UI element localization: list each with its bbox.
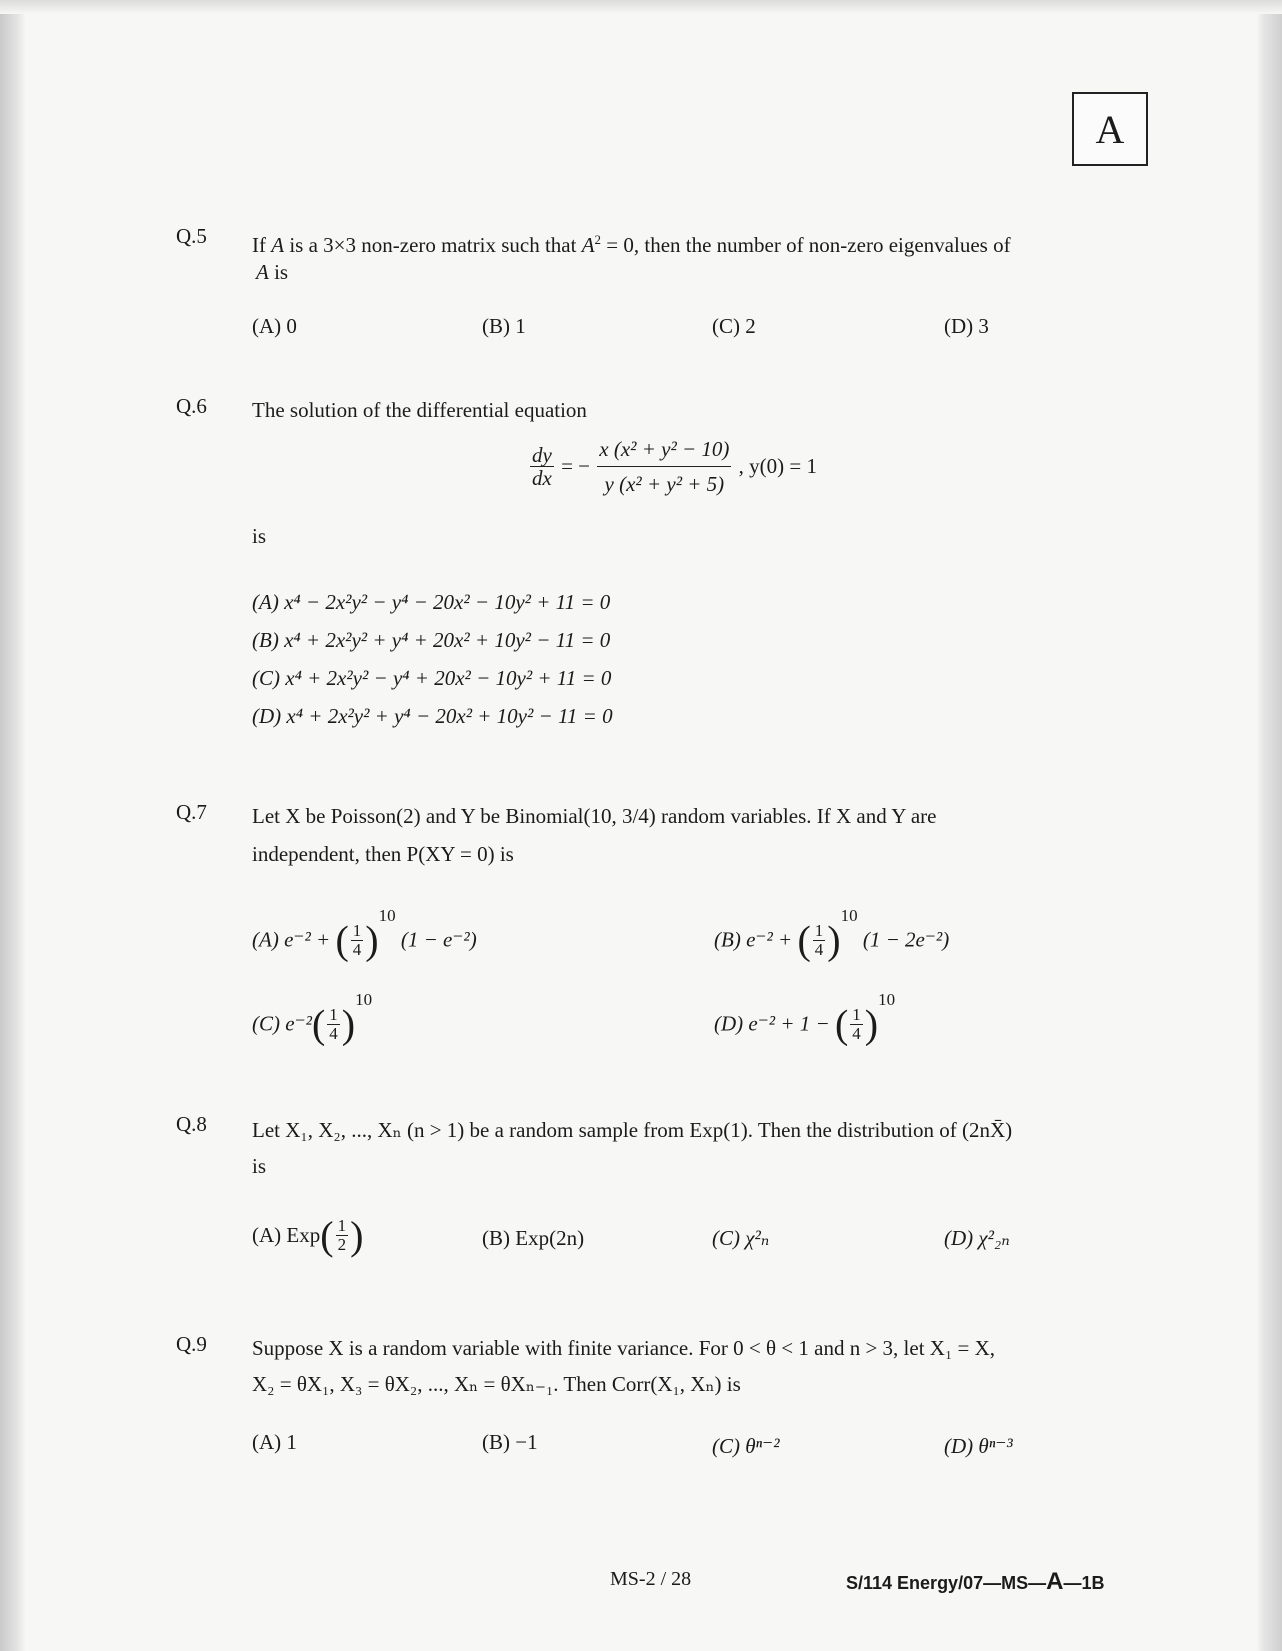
q5-text-line2: A is	[256, 260, 289, 284]
q9-option-c: (C) θⁿ⁻²	[712, 1434, 780, 1458]
scan-edge-top	[0, 0, 1282, 14]
q8-option-a: (A) Exp( $\frac{1}{2}$ )	[252, 1213, 364, 1258]
q5-number: Q.5	[176, 224, 207, 248]
q8-line1: Let X₁, X₂, ..., Xₙ (n > 1) be a random sample from Exp(1). Then the distribution of (2nX̄)	[252, 1118, 1013, 1142]
scan-edge-right	[1256, 0, 1282, 1651]
q8-option-d: (D) χ²₂ₙ	[944, 1226, 1010, 1250]
q7-option-c: (C) e⁻²( $\frac{1}{4}$ )$^{10}$	[252, 990, 373, 1047]
scan-edge-left	[0, 0, 26, 1651]
q7-number: Q.7	[176, 800, 207, 824]
q7-option-d: (D) e⁻² + 1 − ( $\frac{1}{4}$ )$^{10}$	[714, 990, 896, 1047]
q6-equation: $\frac{dy}{dx}$ = − $\frac{\text{x (x² + y² − 10)}}{\text{y (x² + y² + 5)}}$ , y(0) = 1	[528, 432, 817, 501]
q8-option-c: (C) χ²ₙ	[712, 1226, 770, 1250]
q6-is: is	[252, 524, 267, 548]
q5-option-d: (D) 3	[944, 314, 989, 338]
q6-eq-lhs: $\frac{dy}{dx}$	[532, 443, 552, 490]
q6-option-d: (D) x⁴ + 2x²y² + y⁴ − 20x² + 10y² − 11 = 0	[252, 704, 613, 728]
q6-text: The solution of the differential equation	[252, 398, 587, 422]
question-set-code: A	[1095, 106, 1125, 152]
q5-text-line1: If A is a 3×3 non-zero matrix such that $A^2 = 0$, then the number of non-zero eigenvalues of	[252, 232, 1011, 257]
paper-code: S/114 Energy/07—MS—A—1B	[846, 1568, 1105, 1595]
q6-option-c: (C) x⁴ + 2x²y² − y⁴ + 20x² − 10y² + 11 = 0	[252, 666, 612, 690]
question-set-box	[1072, 92, 1148, 166]
q7-line2: independent, then P(XY = 0) is	[252, 842, 514, 866]
q5-option-c: (C) 2	[712, 314, 756, 338]
q5-option-a: (A) 0	[252, 314, 297, 338]
q5-option-b: (B) 1	[482, 314, 526, 338]
q9-option-d: (D) θⁿ⁻³	[944, 1434, 1013, 1458]
q8-number: Q.8	[176, 1112, 207, 1136]
q7-option-b: (B) e⁻² + ( $\frac{1}{4}$ )$^{10}$ (1 − 2e⁻²)	[714, 906, 950, 963]
q6-eq-rhs: $\frac{\text{x (x² + y² − 10)}}{\text{y (x² + y² + 5)}}$	[597, 432, 731, 501]
q8-option-b: (B) Exp(2n)	[482, 1226, 585, 1250]
page-number: MS-2 / 28	[610, 1568, 692, 1590]
q6-option-b: (B) x⁴ + 2x²y² + y⁴ + 20x² + 10y² − 11 = 0	[252, 628, 611, 652]
q9-option-b: (B) −1	[482, 1430, 538, 1454]
q9-line2: X₂ = θX₁, X₃ = θX₂, ..., Xₙ = θXₙ₋₁. Then Corr(X₁, Xₙ) is	[252, 1372, 741, 1396]
q7-line1: Let X be Poisson(2) and Y be Binomial(10, 3/4) random variables. If X and Y are	[252, 804, 937, 828]
q8-line2: is	[252, 1154, 267, 1178]
q6-number: Q.6	[176, 394, 207, 418]
q9-number: Q.9	[176, 1332, 207, 1356]
q9-option-a: (A) 1	[252, 1430, 297, 1454]
q7-option-a: (A) e⁻² + ( $\frac{1}{4}$ )$^{10}$ (1 − e⁻²)	[252, 906, 477, 963]
q9-line1: Suppose X is a random variable with finite variance. For 0 < θ < 1 and n > 3, let X₁ = X,	[252, 1336, 996, 1360]
q6-option-a: (A) x⁴ − 2x²y² − y⁴ − 20x² − 10y² + 11 = 0	[252, 590, 611, 614]
